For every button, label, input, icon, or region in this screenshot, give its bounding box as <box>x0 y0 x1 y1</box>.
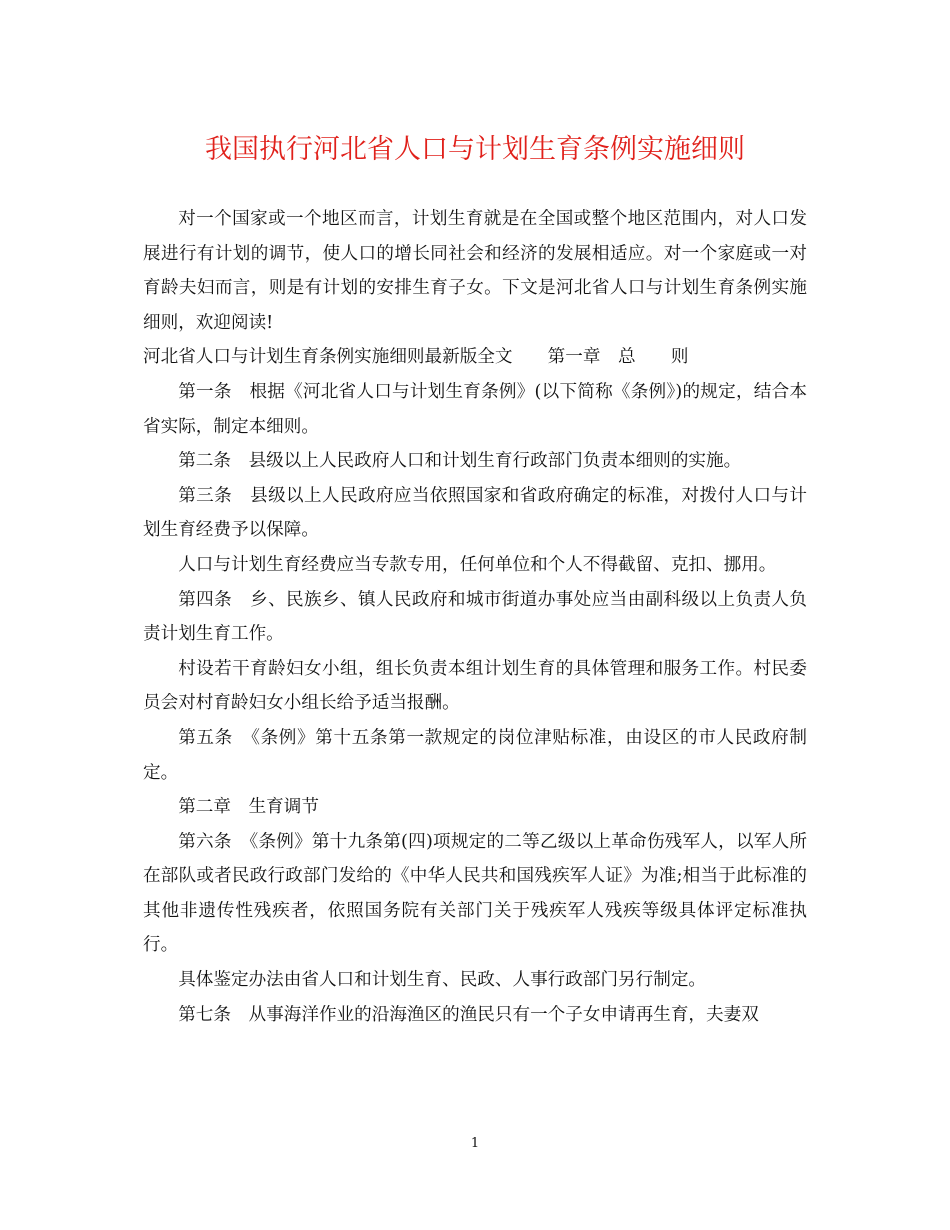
paragraph-article-2: 第二条 县级以上人民政府人口和计划生育行政部门负责本细则的实施。 <box>178 451 742 472</box>
paragraph-article-3-cont: 人口与计划生育经费应当专款专用，任何单位和个人不得截留、克扣、挪用。 <box>178 554 777 575</box>
paragraph-article-4-cont: 村设若干育龄妇女小组，组长负责本组计划生育的具体管理和服务工作。村民委员会对村育龄妇女小组长给予适当报酬。 <box>143 658 807 714</box>
paragraph-article-5: 第五条 《条例》第十五条第一款规定的岗位津贴标准，由设区的市人民政府制定。 <box>143 727 807 783</box>
paragraph-chapter-one-heading: 河北省人口与计划生育条例实施细则最新版全文 第一章 总 则 <box>143 347 689 368</box>
paragraph-intro: 对一个国家或一个地区而言，计划生育就是在全国或整个地区范围内，对人口发展进行有计划的调节，使人口的增长同社会和经济的发展相适应。对一个家庭或一对育龄夫妇而言，则是有计划的安排生育子女。下文是河北省人口与计划生育条例实施细则，欢迎阅读! <box>143 209 807 333</box>
page-number: 1 <box>470 1136 480 1151</box>
paragraph-article-3: 第三条 县级以上人民政府应当依照国家和省政府确定的标准，对拨付人口与计划生育经费予以保障。 <box>143 485 807 541</box>
paragraph-article-7: 第七条 从事海洋作业的沿海渔区的渔民只有一个子女申请再生育，夫妻双 <box>178 1004 759 1025</box>
paragraph-article-4: 第四条 乡、民族乡、镇人民政府和城市街道办事处应当由副科级以上负责人负责计划生育工作。 <box>143 589 807 645</box>
paragraph-article-6: 第六条 《条例》第十九条第(四)项规定的二等乙级以上革命伤残军人，以军人所在部队或者民政行政部门发给的《中华人民共和国残疾军人证》为准;相当于此标准的其他非遗传性残疾者，依照国务院有关部门关于残疾军人残疾等级具体评定标准执行。 <box>143 831 807 956</box>
document-body <box>143 202 807 1032</box>
paragraph-chapter-two-heading: 第二章 生育调节 <box>178 797 319 818</box>
paragraph-article-1: 第一条 根据《河北省人口与计划生育条例》(以下简称《条例》)的规定，结合本省实际，制定本细则。 <box>143 381 807 437</box>
document-title: 我国执行河北省人口与计划生育条例实施细则 <box>205 134 745 165</box>
paragraph-article-6-cont: 具体鉴定办法由省人口和计划生育、民政、人事行政部门另行制定。 <box>178 970 707 991</box>
